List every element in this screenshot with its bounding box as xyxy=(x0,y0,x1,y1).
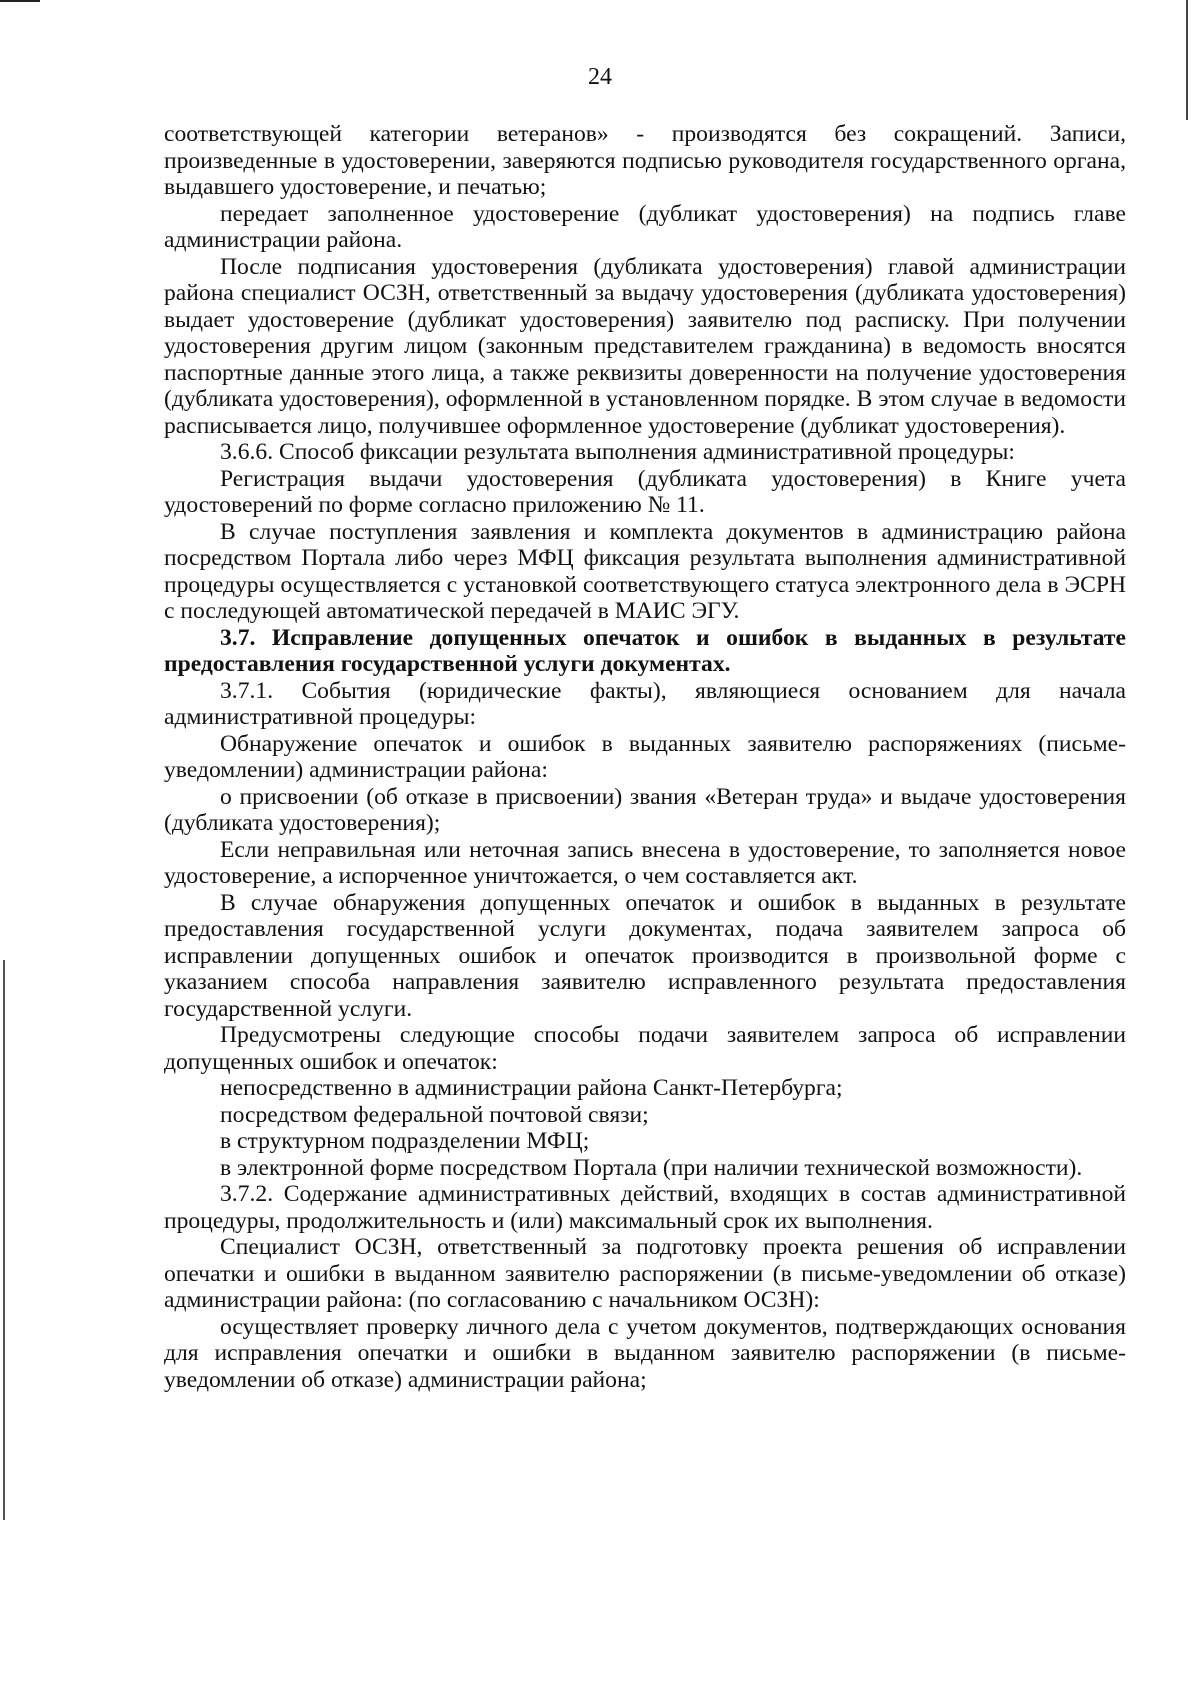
paragraph: о присвоении (об отказе в присвоении) звания «Ветеран труда» и выдаче удостоверения (дубликата удостоверения); xyxy=(164,783,1126,836)
paragraph: осуществляет проверку личного дела с учетом документов, подтверждающих основания для исправления опечатки и ошибки в выданном заявителю распоряжении (в письме-уведомлении об отказе) администрации района; xyxy=(164,1313,1126,1393)
paragraph: 3.7.2. Содержание административных действий, входящих в состав административной процедуры, продолжительность и (или) максимальный срок их выполнения. xyxy=(164,1181,1126,1234)
section-heading: 3.7. Исправление допущенных опечаток и ошибок в выданных в результате предоставления государственной услуги документах. xyxy=(164,624,1126,677)
list-item: в структурном подразделении МФЦ; xyxy=(220,1128,590,1154)
scan-edge-mark xyxy=(3,960,5,1520)
paragraph: Предусмотрены следующие способы подачи заявителем запроса об исправлении допущенных ошибок и опечаток: xyxy=(164,1022,1126,1075)
document-body xyxy=(164,121,1126,1393)
paragraph: передает заполненное удостоверение (дубликат удостоверения) на подпись главе администрации района. xyxy=(164,200,1126,253)
paragraph: 3.7.1. События (юридические факты), являющиеся основанием для начала административной процедуры: xyxy=(164,677,1126,730)
list-item: в электронной форме посредством Портала (при наличии технической возможности). xyxy=(220,1154,1083,1181)
paragraph: соответствующей категории ветеранов» - производятся без сокращений. Записи, произведенные в удостоверении, заверяются подписью руководителя государственного органа, выдавшего удостоверение, и печатью; xyxy=(164,121,1126,200)
paragraph: Если неправильная или неточная запись внесена в удостоверение, то заполняется новое удостоверение, а испорченное уничтожается, о чем составляется акт. xyxy=(164,836,1126,889)
paragraph: После подписания удостоверения (дубликата удостоверения) главой администрации района специалист ОСЗН, ответственный за выдачу удостоверения (дубликата удостоверения) выдает удостоверение (дубликат удостоверения) заявителю под расписку. При получении удостоверения другим лицом (законным представителем гражданина) в ведомость вносятся паспортные данные этого лица, а также реквизиты доверенности на получение удостоверения (дубликата удостоверения), оформленной в установленном порядке. В этом случае в ведомости расписывается лицо, получившее оформленное удостоверение (дубликат удостоверения). xyxy=(164,253,1126,439)
scan-edge-mark xyxy=(0,0,40,2)
list-item: посредством федеральной почтовой связи; xyxy=(220,1101,649,1128)
paragraph: Регистрация выдачи удостоверения (дубликата удостоверения) в Книге учета удостоверений по форме согласно приложению № 11. xyxy=(164,465,1126,518)
paragraph: Обнаружение опечаток и ошибок в выданных заявителю распоряжениях (письме-уведомлении) администрации района: xyxy=(164,730,1126,783)
page-number: 24 xyxy=(588,64,612,90)
paragraph: Специалист ОСЗН, ответственный за подготовку проекта решения об исправлении опечатки и ошибки в выданном заявителю распоряжении (в письме-уведомлении об отказе) администрации района: (по согласованию с начальником ОСЗН): xyxy=(164,1234,1126,1313)
paragraph: 3.6.6. Способ фиксации результата выполнения административной процедуры: xyxy=(220,439,1015,465)
paragraph: В случае поступления заявления и комплекта документов в администрацию района посредством Портала либо через МФЦ фиксация результата выполнения административной процедуры осуществляется с установкой соответствующего статуса электронного дела в ЭСРН с последующей автоматической передачей в МАИС ЭГУ. xyxy=(164,518,1126,624)
paragraph: В случае обнаружения допущенных опечаток и ошибок в выданных в результате предоставления государственной услуги документах, подача заявителем запроса об исправлении допущенных ошибок и опечаток производится в произвольной форме с указанием способа направления заявителю исправленного результата предоставления государственной услуги. xyxy=(164,889,1126,1022)
list-item: непосредственно в администрации района Санкт-Петербурга; xyxy=(220,1075,843,1101)
scan-edge-mark xyxy=(1186,0,1188,120)
